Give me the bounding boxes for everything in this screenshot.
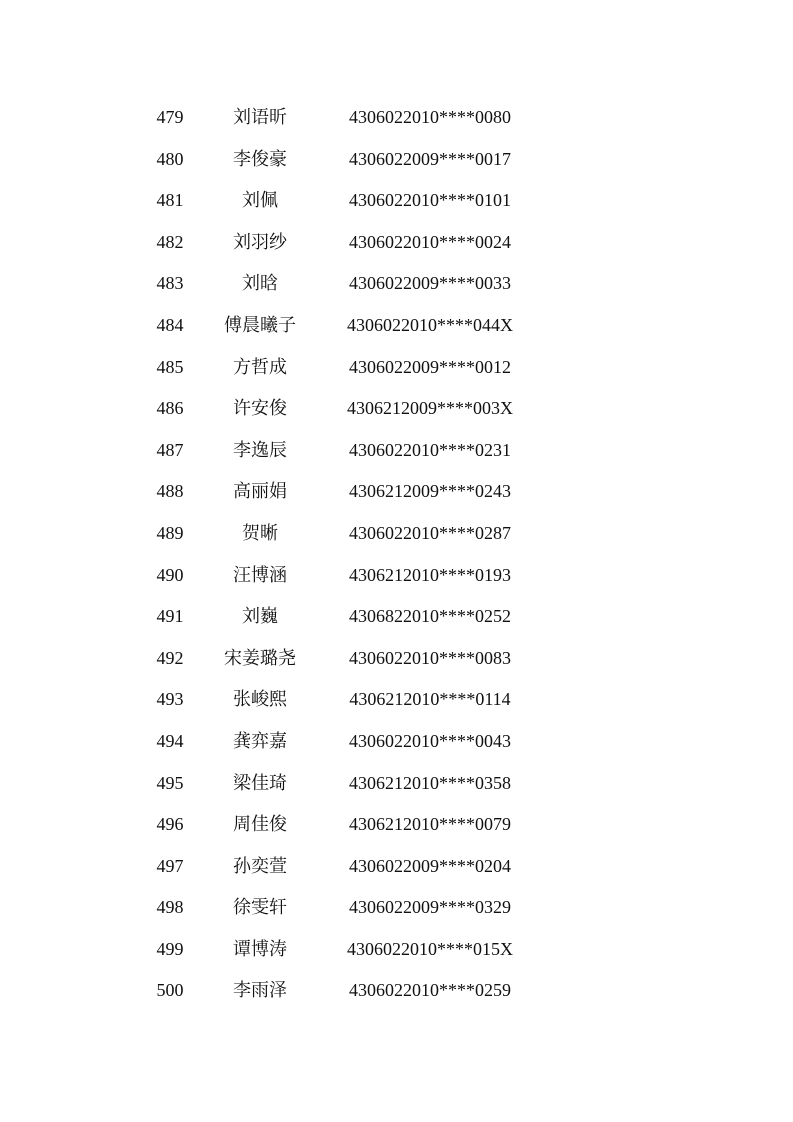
- row-number: 485: [156, 356, 184, 377]
- row-number: 486: [156, 398, 184, 419]
- id-number: 4306022010****0080: [349, 107, 511, 127]
- list-row: [0, 222, 793, 264]
- list-row: [0, 596, 793, 638]
- student-name: 李逸辰: [233, 439, 287, 461]
- student-name: 刘语昕: [233, 107, 287, 128]
- list-row: [0, 970, 793, 1012]
- id-number: 4306022010****0101: [349, 190, 511, 211]
- student-name: 刘晗: [242, 273, 278, 295]
- id-number: 4306212009****003X: [347, 398, 513, 419]
- id-number: 4306022010****0287: [349, 522, 511, 543]
- student-name: 贺晰: [242, 522, 278, 544]
- list-row: [0, 513, 793, 555]
- row-number: 493: [156, 689, 184, 710]
- student-name: 方哲成: [233, 356, 287, 378]
- list-row: [0, 721, 793, 763]
- row-number: 480: [156, 148, 184, 169]
- id-number: 4306212010****0193: [349, 564, 511, 585]
- row-number: 491: [156, 606, 184, 627]
- list-row: [0, 180, 793, 222]
- student-name: 傅晨曦子: [224, 314, 296, 336]
- student-name: 李雨泽: [233, 980, 287, 1002]
- list-row: [0, 638, 793, 680]
- id-number: 4306022010****0259: [349, 980, 511, 1001]
- list-row: [0, 929, 793, 971]
- list-row: [0, 846, 793, 888]
- list-row: [0, 263, 793, 305]
- list-row: [0, 388, 793, 430]
- id-number: 4306212010****0114: [349, 689, 511, 710]
- list-row: [0, 471, 793, 513]
- list-row: [0, 763, 793, 805]
- id-number: 4306822010****0252: [349, 606, 511, 627]
- student-name: 张峻熙: [233, 689, 287, 711]
- student-name: 刘巍: [242, 606, 278, 628]
- row-number: 498: [156, 897, 184, 918]
- id-number: 4306022010****0024: [349, 231, 511, 252]
- id-number: 4306022009****0017: [349, 148, 511, 169]
- list-row: [0, 139, 793, 181]
- row-number: 494: [156, 730, 184, 751]
- row-number: 488: [156, 481, 184, 502]
- list-row: [0, 305, 793, 347]
- id-number: 4306022009****0204: [349, 855, 511, 876]
- student-name: 刘羽纱: [233, 231, 287, 253]
- id-number: 4306022010****0083: [349, 647, 511, 668]
- row-number: 479: [156, 107, 184, 127]
- id-number: 4306212010****0358: [349, 772, 511, 793]
- id-number: 4306022010****0043: [349, 730, 511, 751]
- list-row: [0, 347, 793, 389]
- student-name: 徐雯轩: [233, 897, 287, 919]
- list-row: [0, 887, 793, 929]
- student-name: 刘佩: [242, 190, 278, 212]
- student-name: 周佳俊: [233, 814, 287, 836]
- list-row: [0, 804, 793, 846]
- row-number: 487: [156, 439, 184, 460]
- row-number: 481: [156, 190, 184, 211]
- id-number: 4306022009****0329: [349, 897, 511, 918]
- row-number: 500: [156, 980, 184, 1001]
- row-number: 483: [156, 273, 184, 294]
- id-number: 4306212010****0079: [349, 814, 511, 835]
- row-number: 490: [156, 564, 184, 585]
- student-name: 龚弈嘉: [233, 730, 287, 752]
- student-name: 宋姜璐尧: [224, 647, 296, 669]
- list-row: [0, 97, 793, 139]
- student-name: 孙奕萱: [233, 855, 287, 877]
- id-number: 4306212009****0243: [349, 481, 511, 502]
- id-number: 4306022009****0033: [349, 273, 511, 294]
- id-number: 4306022009****0012: [349, 356, 511, 377]
- list-row: [0, 430, 793, 472]
- row-number: 484: [156, 314, 184, 335]
- row-number: 489: [156, 522, 184, 543]
- id-number: 4306022010****0231: [349, 439, 511, 460]
- list-row: [0, 555, 793, 597]
- student-name: 梁佳琦: [233, 772, 287, 794]
- row-number: 492: [156, 647, 184, 668]
- student-name: 高丽娟: [233, 481, 287, 503]
- row-number: 482: [156, 231, 184, 252]
- id-number: 4306022010****044X: [347, 314, 513, 335]
- row-number: 496: [156, 814, 184, 835]
- list-row: [0, 679, 793, 721]
- student-list: [0, 97, 793, 1012]
- student-name: 李俊豪: [233, 148, 287, 170]
- row-number: 497: [156, 855, 184, 876]
- row-number: 499: [156, 938, 184, 959]
- student-name: 许安俊: [233, 398, 287, 420]
- row-number: 495: [156, 772, 184, 793]
- student-name: 谭博涛: [233, 938, 287, 960]
- id-number: 4306022010****015X: [347, 938, 513, 959]
- student-name: 汪博涵: [233, 564, 287, 586]
